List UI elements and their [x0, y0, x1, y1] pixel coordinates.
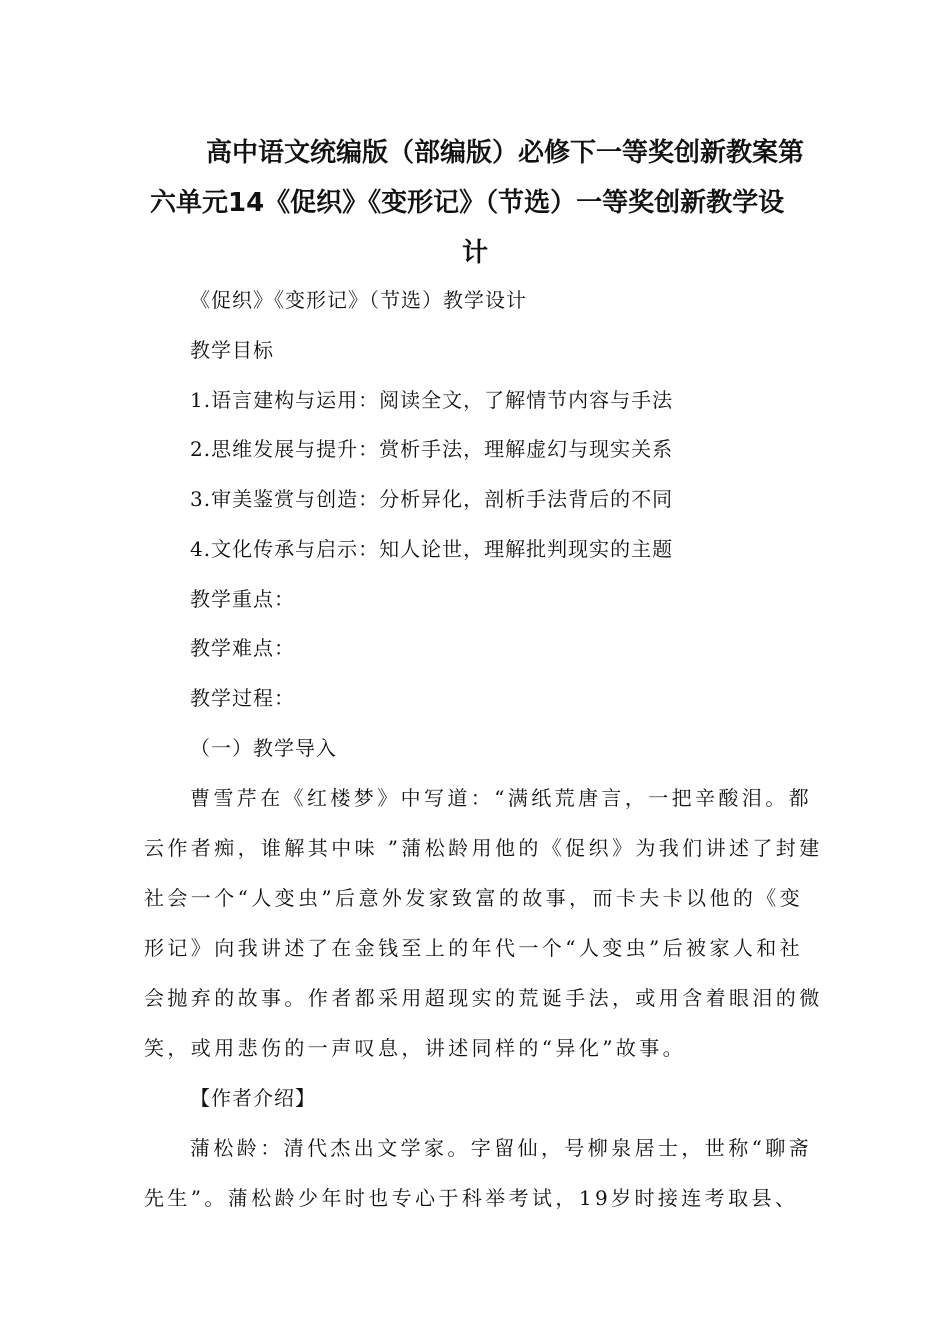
document-title-line-1: 高中语文统编版（部编版）必修下一等奖创新教案第	[206, 138, 805, 168]
paragraph-line: 社会一个“人变虫”后意外发家致富的故事，而卡夫卡以他的《变	[144, 886, 804, 910]
paragraph-line: 云作者痴，谁解其中味 ”蒲松龄用他的《促织》为我们讲述了封建	[144, 836, 823, 860]
document-title-line-3: 计	[461, 238, 488, 268]
objective-item: 2.思维发展与提升：赏析手法，理解虚幻与现实关系	[190, 437, 674, 461]
objective-item: 3.审美鉴赏与创造：分析异化，剖析手法背后的不同	[190, 487, 674, 511]
objectives-heading: 教学目标	[190, 338, 274, 362]
difficulties-heading: 教学难点：	[190, 636, 295, 660]
author-intro-heading: 【作者介绍】	[190, 1086, 316, 1110]
paragraph-line: 笑，或用悲伤的一声叹息，讲述同样的“异化”故事。	[144, 1036, 687, 1060]
document-title-line-2: 六单元14《促织》《变形记》（节选）一等奖创新教学设	[150, 188, 785, 218]
paragraph-line: 曹雪芹在《红楼梦》中写道：“满纸荒唐言，一把辛酸泪。都	[190, 786, 813, 810]
objective-item: 1.语言建构与运用：阅读全文，了解情节内容与手法	[190, 388, 674, 412]
paragraph-line: 形记》向我讲述了在金钱至上的年代一个“人变虫”后被家人和社	[144, 936, 804, 960]
section-heading: （一）教学导入	[190, 736, 337, 760]
key-points-heading: 教学重点：	[190, 587, 295, 611]
paragraph-line: 会抛弃的故事。作者都采用超现实的荒诞手法，或用含着眼泪的微	[144, 986, 823, 1010]
process-heading: 教学过程：	[190, 686, 295, 710]
objective-item: 4.文化传承与启示：知人论世，理解批判现实的主题	[190, 537, 674, 561]
subtitle: 《促织》《变形记》（节选）教学设计	[190, 288, 527, 312]
paragraph-line: 蒲松龄：清代杰出文学家。字留仙，号柳泉居士，世称“聊斋	[190, 1136, 813, 1160]
paragraph-line: 先生”。蒲松龄少年时也专心于科举考试，19岁时接连考取县、	[144, 1186, 799, 1210]
